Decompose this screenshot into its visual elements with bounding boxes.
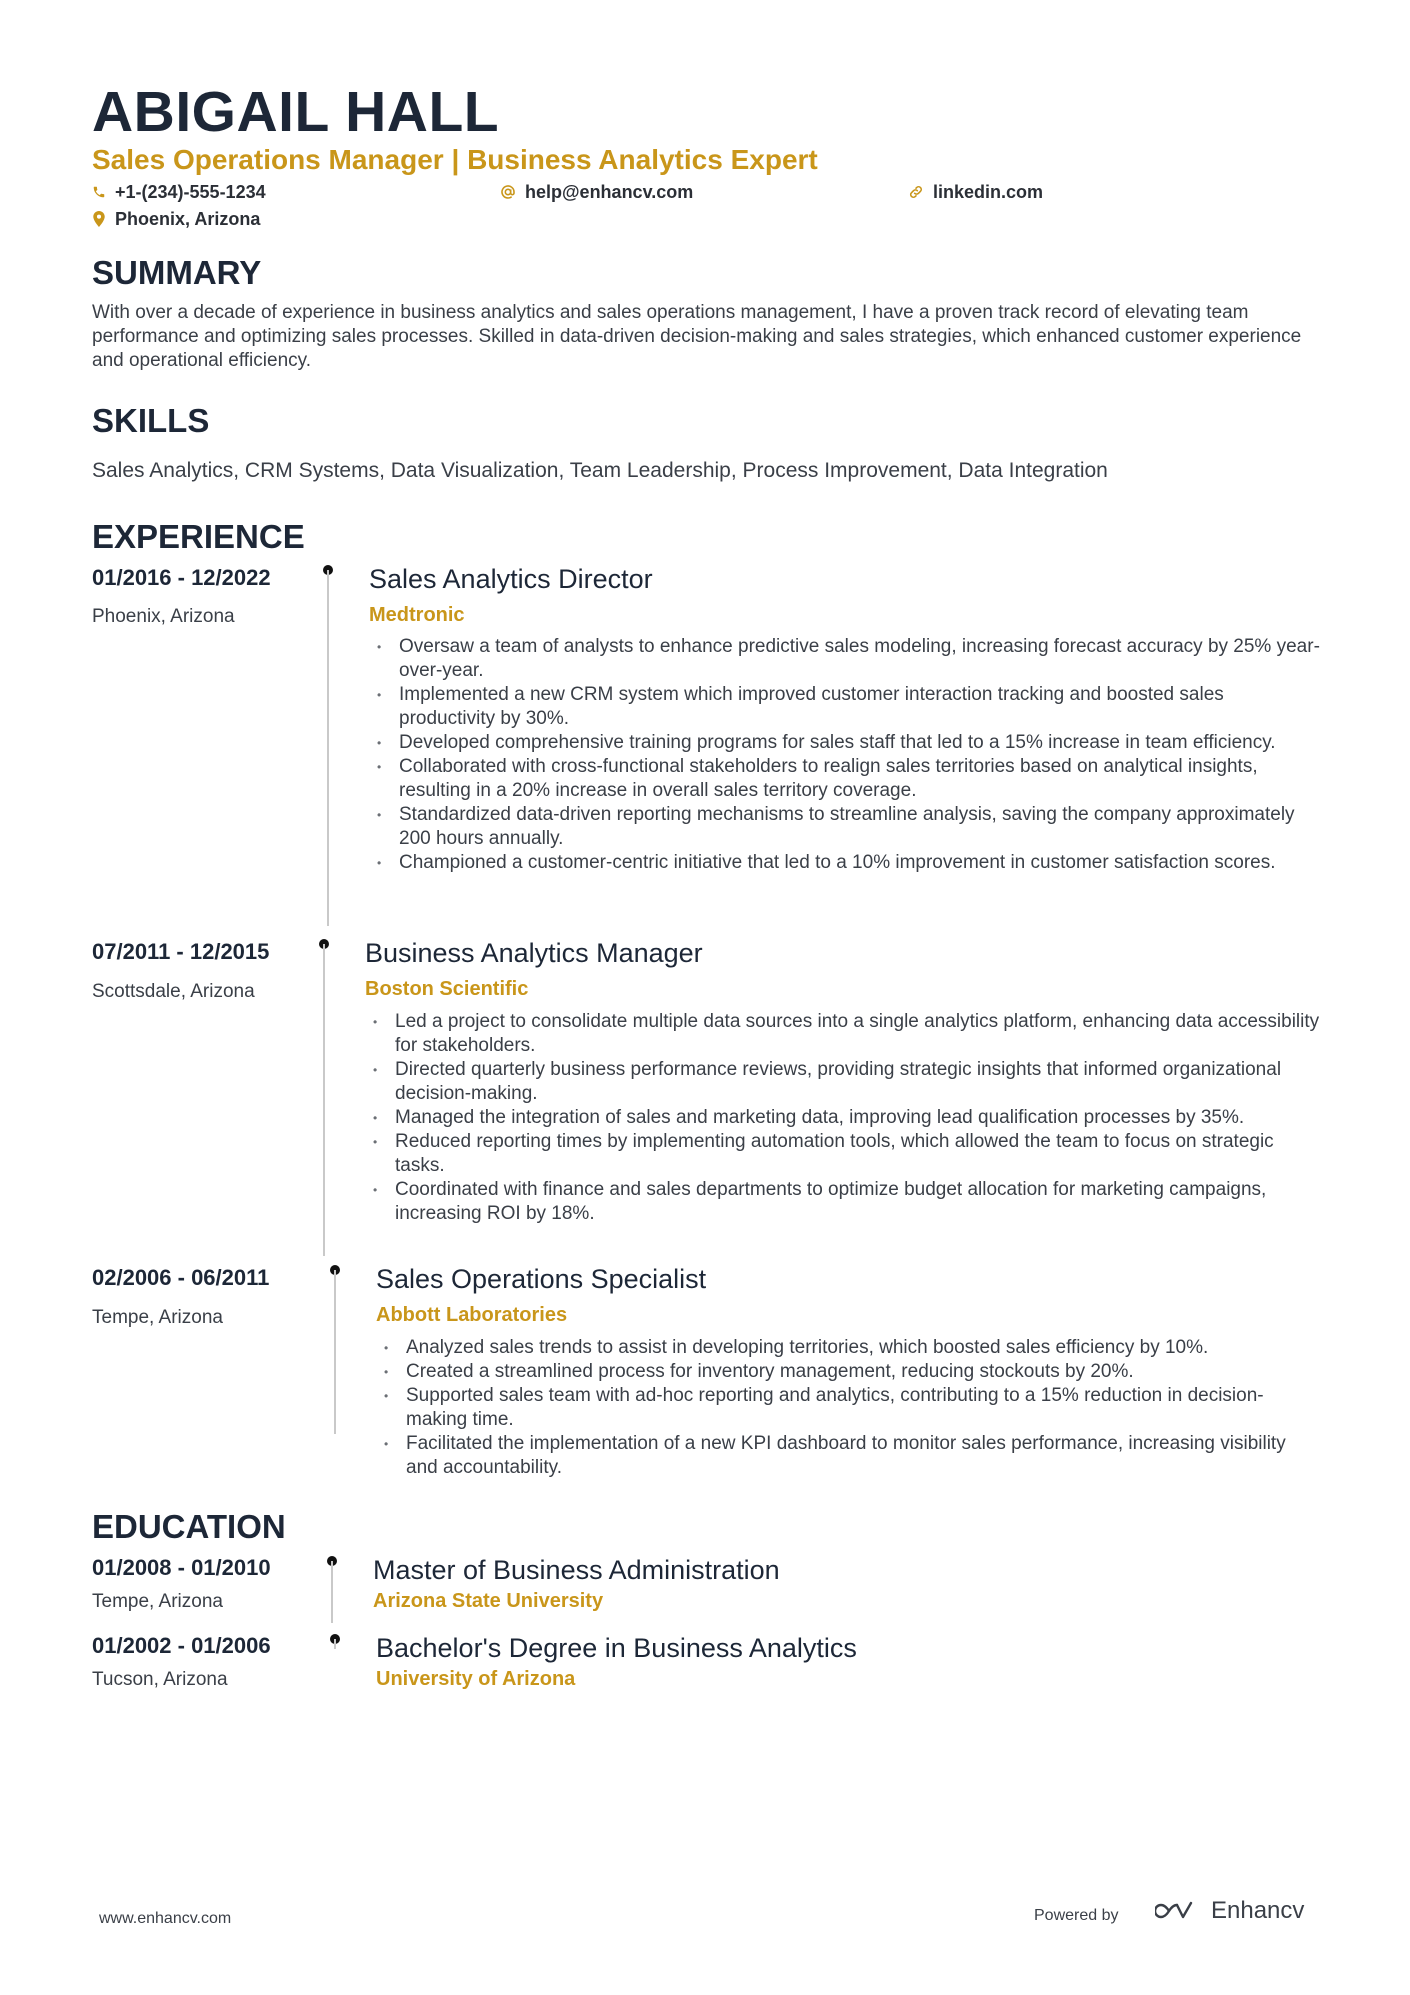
job-location: Scottsdale, Arizona [92, 981, 255, 1002]
list-item: • Analyzed sales trends to assist in developing territories, which boosted sales efficiency by 10%. [378, 1336, 1318, 1360]
school-name: Arizona State University [373, 1590, 604, 1612]
linkedin-text[interactable]: linkedin.com [933, 182, 1044, 202]
degree-title: Bachelor's Degree in Business Analytics [376, 1633, 857, 1663]
contact-phone [92, 180, 266, 204]
enhancv-logo-icon [1155, 1898, 1203, 1924]
candidate-name: ABIGAIL HALL [92, 80, 500, 144]
list-item: • Created a streamlined process for inventory management, reducing stockouts by 20%. [378, 1360, 1318, 1384]
timeline-line [334, 1270, 336, 1434]
skills-title: SKILLS [92, 402, 210, 439]
experience-title: EXPERIENCE [92, 518, 305, 555]
summary-text: With over a decade of experience in business analytics and sales operations management, I have a proven track record of elevating team performance and optimizing sales processes. Skilled in data-driven decision-making and sales strategies, which enhanced customer experience and operational efficiency. [92, 302, 1302, 371]
job-title: Sales Analytics Director [369, 564, 653, 594]
school-name: University of Arizona [376, 1668, 576, 1690]
job-location: Phoenix, Arizona [92, 606, 235, 627]
timeline-line [327, 570, 329, 926]
enhancv-logo[interactable] [1155, 1897, 1304, 1925]
contact-location [92, 207, 260, 231]
list-item: • Led a project to consolidate multiple data sources into a single analytics platform, enhancing data accessibility for stakeholders. [367, 1010, 1321, 1058]
skills-text: Sales Analytics, CRM Systems, Data Visualization, Team Leadership, Process Improvement, Data Integration [92, 459, 1108, 482]
link-icon [908, 184, 924, 200]
email-text[interactable]: help@enhancv.com [525, 182, 694, 202]
company-name: Boston Scientific [365, 978, 529, 1000]
list-item: • Oversaw a team of analysts to enhance predictive sales modeling, increasing forecast accuracy by 25% year-over-year. [371, 635, 1321, 683]
job-bullets [378, 1336, 1318, 1480]
list-item: • Implemented a new CRM system which improved customer interaction tracking and boosted sales productivity by 30%. [371, 683, 1321, 731]
job-bullets [367, 1010, 1321, 1226]
brand-name: Enhancv [1211, 1897, 1305, 1924]
timeline-line [331, 1561, 333, 1623]
timeline-line [334, 1639, 336, 1649]
contact-email[interactable] [500, 180, 693, 204]
map-pin-icon [92, 211, 106, 227]
list-item: • Reduced reporting times by implementing automation tools, which allowed the team to focus on strategic tasks. [367, 1130, 1321, 1178]
list-item: • Coordinated with finance and sales departments to optimize budget allocation for marketing campaigns, increasing ROI by 18%. [367, 1178, 1321, 1226]
phone-text: +1-(234)-555-1234 [115, 182, 266, 202]
list-item: • Managed the integration of sales and marketing data, improving lead qualification processes by 35%. [367, 1106, 1321, 1130]
list-item: • Collaborated with cross-functional stakeholders to realign sales territories based on analytical insights, resulting in a 20% increase in overall sales territory coverage. [371, 755, 1321, 803]
edu-location: Tempe, Arizona [92, 1591, 223, 1612]
list-item: • Facilitated the implementation of a new KPI dashboard to monitor sales performance, increasing visibility and accountability. [378, 1432, 1318, 1480]
headline: Sales Operations Manager | Business Analytics Expert [92, 144, 818, 175]
powered-by-label: Powered by [1034, 1907, 1119, 1924]
edu-location: Tucson, Arizona [92, 1669, 228, 1690]
job-title: Sales Operations Specialist [376, 1264, 707, 1294]
list-item: • Developed comprehensive training programs for sales staff that led to a 15% increase in team efficiency. [371, 731, 1321, 755]
degree-title: Master of Business Administration [373, 1555, 780, 1585]
edu-dates: 01/2008 - 01/2010 [92, 1555, 271, 1580]
phone-icon [92, 185, 106, 199]
list-item: • Directed quarterly business performance reviews, providing strategic insights that informed organizational decision-making. [367, 1058, 1321, 1106]
footer-url[interactable]: www.enhancv.com [99, 1910, 232, 1927]
list-item: • Standardized data-driven reporting mechanisms to streamline analysis, saving the company approximately 200 hours annually. [371, 803, 1321, 851]
job-location: Tempe, Arizona [92, 1307, 223, 1328]
job-title: Business Analytics Manager [365, 938, 703, 968]
edu-dates: 01/2002 - 01/2006 [92, 1633, 271, 1658]
list-item: • Championed a customer-centric initiative that led to a 10% improvement in customer satisfaction scores. [371, 851, 1321, 875]
at-icon [500, 184, 516, 200]
job-dates: 01/2016 - 12/2022 [92, 565, 271, 590]
list-item: • Supported sales team with ad-hoc reporting and analytics, contributing to a 15% reduction in decision-making time. [378, 1384, 1318, 1432]
job-bullets [371, 635, 1321, 875]
education-title: EDUCATION [92, 1508, 286, 1545]
contact-linkedin[interactable] [908, 180, 1043, 204]
location-text: Phoenix, Arizona [115, 209, 261, 229]
company-name: Medtronic [369, 604, 465, 626]
summary-title: SUMMARY [92, 254, 262, 291]
job-dates: 07/2011 - 12/2015 [92, 939, 270, 964]
timeline-line [323, 944, 325, 1256]
company-name: Abbott Laboratories [376, 1304, 568, 1326]
job-dates: 02/2006 - 06/2011 [92, 1265, 270, 1290]
